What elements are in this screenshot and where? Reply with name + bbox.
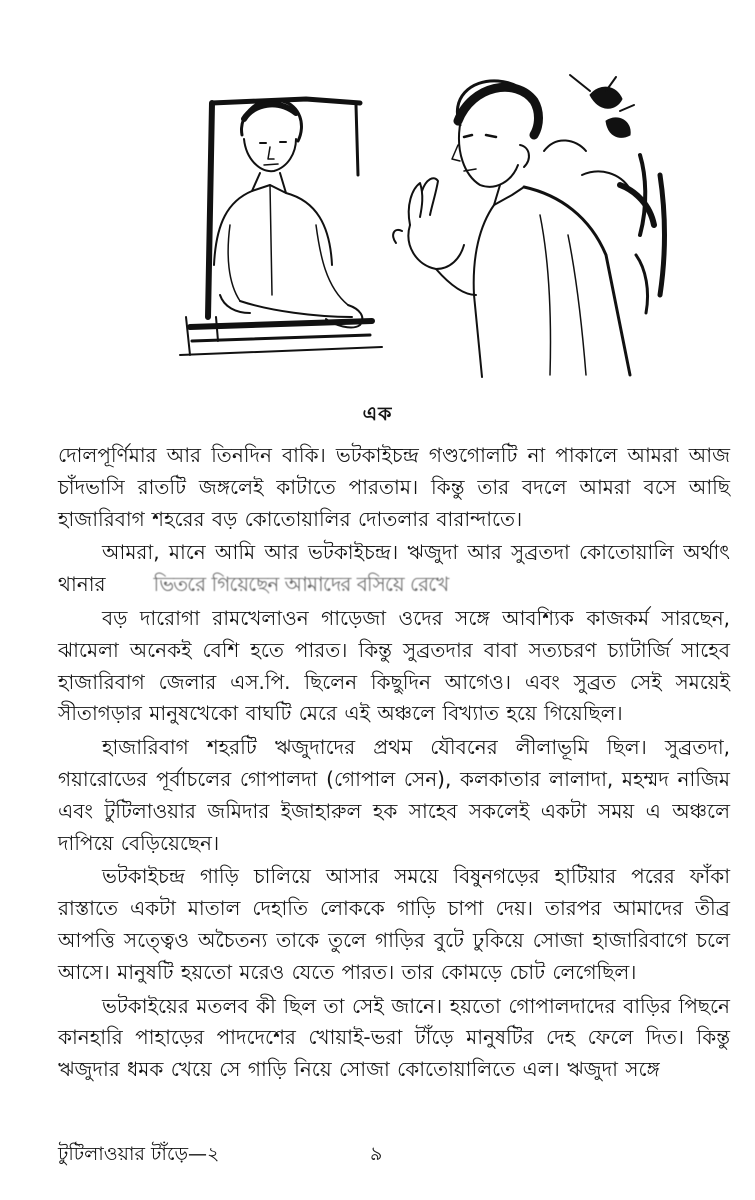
body-text [58, 440, 730, 1088]
paragraph-4: হাজারিবাগ শহরটি ঋজুদাদের প্রথম যৌবনের লীলাভূমি ছিল। সুব্রতদা, গয়ারোডের পূর্বাচলের গোপালদা (গোপাল সেন), কলকাতার লালাদা, মহম্মদ নাজিম এবং টুটিলাওয়ার জমিদার ইজাহারুল হক সাহেব সকলেই একটা সময় এ অঞ্চলে দাপিয়ে বেড়িয়েছেন। [58, 735, 730, 855]
paragraph-2-text: আমরা, মানে আমি আর ভটকাইচন্দ্র। ঋজুদা আর সুব্রতদা কোতোয়ালি অর্থাৎ থানার [58, 540, 730, 597]
paragraph-2 [58, 537, 730, 601]
two-men-conversation-sketch [120, 55, 680, 380]
page-number: ৯ [370, 1143, 383, 1165]
paragraph-6: ভটকাইয়ের মতলব কী ছিল তা সেই জানে। হয়তো গোপালদাদের বাড়ির পিছনে কানহারি পাহাড়ের পাদদেশের খোয়াই-ভরা টাঁড়ে মানুষটির দেহ ফেলে দিত। কিন্তু ঋজুদার ধমক খেয়ে সে গাড়ি নিয়ে সোজা কোতোয়ালিতে এল। ঋজুদা সঙ্গে [58, 993, 730, 1082]
paragraph-3: বড় দারোগা রামখেলাওন গাড়েজা ওদের সঙ্গে আবশ্যিক কাজকর্ম সারছেন, ঝামেলা অনেকই বেশি হতে পারত। কিন্তু সুব্রতদার বাবা সত্যচরণ চ্যাটার্জি সাহেব হাজারিবাগ জেলার এস.পি. ছিলেন কিছুদিন আগেও। এবং সুব্রত সেই সময়েই সীতাগড়ার মানুষখেকো বাঘটি মেরে এই অঞ্চলে বিখ্যাত হয়ে গিয়েছিল। [58, 605, 730, 726]
blurred-line-tail: ভিতরে গিয়েছেন আমাদের বসিয়ে রেখে [153, 572, 449, 597]
chapter-heading: এক [362, 403, 393, 425]
paragraph-1: দোলপূর্ণিমার আর তিনদিন বাকি। ভটকাইচন্দ্র গণ্ডগোলটি না পাকালে আমরা আজ চাঁদভাসি রাতটি জঙ্গলেই কাটাতে পারতাম। কিন্তু তার বদলে আমরা বসে আছি হাজারিবাগ শহরের বড় কোতোয়ালির দোতলার বারান্দাতে। [58, 443, 730, 531]
paragraph-5: ভটকাইচন্দ্র গাড়ি চালিয়ে আসার সময়ে বিষুনগড়ের হাটিয়ার পরের ফাঁকা রাস্তাতে একটা মাতাল দেহাতি লোককে গাড়ি চাপা দেয়। তারপর আমাদের তীব্র আপত্তি সত্ত্বেও অচৈতন্য তাকে তুলে গাড়ির বুটে ঢুকিয়ে সোজা হাজারিবাগে চলে আসে। মানুষটি হয়তো মরেও যেতে পারত। তার কোমড়ে চোট লেগেছিল। [58, 864, 730, 984]
running-title: টুটিলাওয়ার টাঁড়ে—২ [58, 1143, 220, 1165]
